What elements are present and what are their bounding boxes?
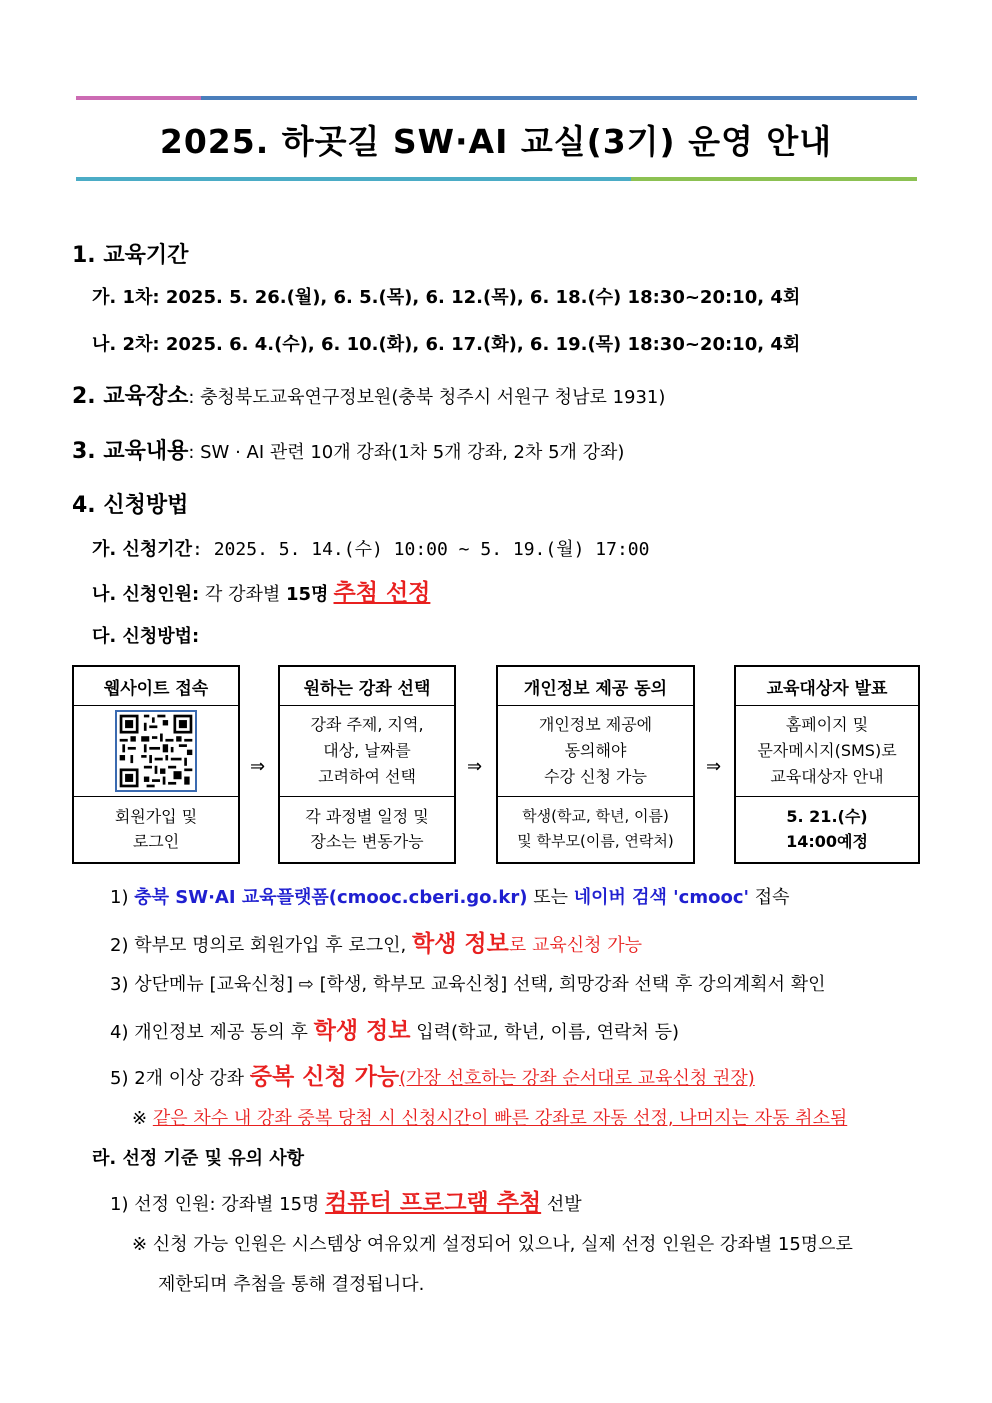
duplicate-apply-highlight: 중복 신청 가능 bbox=[249, 1064, 400, 1090]
section-2-label: 2. 교육장소 bbox=[72, 384, 189, 409]
computer-lottery-highlight: 컴퓨터 프로그램 추첨 bbox=[325, 1190, 542, 1216]
selection-note-line-1: ※ 신청 가능 인원은 시스템상 여유있게 설정되어 있으나, 실제 선정 인원은 강좌별 15명으로 bbox=[132, 1234, 853, 1255]
section-4-heading: 4. 신청방법 bbox=[72, 493, 189, 518]
section-1-heading: 1. 교육기간 bbox=[72, 243, 189, 268]
flow-step-header: 교육대상자 발표 bbox=[736, 667, 918, 706]
step-2: 2) 학부모 명의로 회원가입 후 로그인, 학생 정보로 교육신청 가능 bbox=[110, 931, 643, 957]
section-3-value: : SW · AI 관련 10개 강좌(1차 5개 강좌, 2차 5개 강좌) bbox=[188, 442, 625, 463]
flow-step-select-course bbox=[278, 665, 456, 864]
top-divider bbox=[76, 96, 917, 100]
apply-period bbox=[92, 535, 649, 561]
flow-step-footer: 학생(학교, 학년, 이름) 및 학부모(이름, 연락처) bbox=[517, 807, 674, 850]
page-title: 2025. 하곳길 SW·AI 교실(3기) 운영 안내 bbox=[159, 122, 833, 161]
period-round-1: 가. 1차: 2025. 5. 26.(월), 6. 5.(목), 6. 12.(목), 6. 18.(수) 18:30~20:10, 4회 bbox=[92, 287, 801, 308]
naver-search-text: 네이버 검색 'cmooc' bbox=[573, 887, 750, 908]
section-2-value: : 충청북도교육연구정보원(충북 청주시 서원구 청남로 1931) bbox=[188, 387, 666, 408]
lottery-highlight: 추첨 선정 bbox=[333, 580, 431, 606]
apply-count-label: 나. 신청인원: bbox=[92, 584, 200, 605]
step-5: 5) 2개 이상 강좌 중복 신청 가능(가장 선호하는 강좌 순서대로 교육신청 권장) bbox=[110, 1064, 755, 1090]
apply-count-number: 15명 bbox=[285, 584, 329, 605]
flow-step-body: 개인정보 제공에 동의해야 수강 신청 가능 bbox=[498, 705, 693, 797]
bottom-divider bbox=[76, 177, 917, 181]
apply-period-label: 가. 신청기간 bbox=[92, 539, 193, 560]
qr-code-area bbox=[74, 705, 238, 797]
selection-criteria-heading: 라. 선정 기준 및 유의 사항 bbox=[92, 1148, 305, 1169]
step-1: 1) 충북 SW·AI 교육플랫폼(cmooc.cberi.go.kr) 또는 네이버 검색 'cmooc' 접속 bbox=[110, 887, 790, 908]
platform-link[interactable]: 충북 SW·AI 교육플랫폼(cmooc.cberi.go.kr) bbox=[134, 887, 528, 908]
flow-step-footer: 각 과정별 일정 및 장소는 변동가능 bbox=[305, 807, 429, 851]
qr-code-icon[interactable] bbox=[115, 710, 197, 792]
apply-method-label: 다. 신청방법: bbox=[92, 626, 200, 647]
flow-step-announcement bbox=[734, 665, 920, 864]
flow-step-privacy-consent bbox=[496, 665, 695, 864]
selection-item-1: 1) 선정 인원: 강좌별 15명 컴퓨터 프로그램 추첨 선발 bbox=[110, 1190, 582, 1216]
flow-arrow-1: ⇒ bbox=[250, 756, 266, 777]
flow-arrow-2: ⇒ bbox=[467, 756, 483, 777]
flow-step-header: 웹사이트 접속 bbox=[74, 667, 238, 706]
section-3-label: 3. 교육내용 bbox=[72, 439, 189, 464]
flow-arrow-3: ⇒ bbox=[706, 756, 722, 777]
apply-count bbox=[92, 574, 430, 607]
student-info-highlight-2: 학생 정보 bbox=[313, 1018, 411, 1044]
flow-step-website bbox=[72, 665, 240, 864]
step-4: 4) 개인정보 제공 동의 후 학생 정보 입력(학교, 학년, 이름, 연락처 등) bbox=[110, 1018, 679, 1044]
selection-note-line-2: 제한되며 추첨을 통해 결정됩니다. bbox=[158, 1274, 425, 1295]
flow-step-body: 홈페이지 및 문자메시지(SMS)로 교육대상자 안내 bbox=[736, 705, 918, 797]
flow-step-header: 원하는 강좌 선택 bbox=[280, 667, 454, 706]
flow-step-footer: 회원가입 및 로그인 bbox=[114, 807, 198, 851]
duplicate-note: ※ 같은 차수 내 강좌 중복 당첨 시 신청시간이 빠른 강좌로 자동 선정, 나머지는 자동 취소됨 bbox=[132, 1108, 848, 1129]
period-round-2: 나. 2차: 2025. 6. 4.(수), 6. 10.(화), 6. 17.(화), 6. 19.(목) 18:30~20:10, 4회 bbox=[92, 334, 801, 355]
apply-count-text: 각 강좌별 bbox=[199, 584, 286, 605]
flow-step-body: 강좌 주제, 지역, 대상, 날짜를 고려하여 선택 bbox=[280, 705, 454, 797]
flow-step-footer: 5. 21.(수) 14:00예정 bbox=[786, 807, 868, 851]
student-info-highlight: 학생 정보 bbox=[411, 931, 509, 957]
apply-period-value: : 2025. 5. 14.(수) 10:00 ~ 5. 19.(월) 17:00 bbox=[192, 539, 650, 560]
flow-step-header: 개인정보 제공 동의 bbox=[498, 667, 693, 706]
section-3 bbox=[72, 434, 624, 465]
step-3: 3) 상단메뉴 [교육신청] ⇨ [학생, 학부모 교육신청] 선택, 희망강좌 선택 후 강의계획서 확인 bbox=[110, 974, 826, 995]
section-2 bbox=[72, 379, 665, 410]
